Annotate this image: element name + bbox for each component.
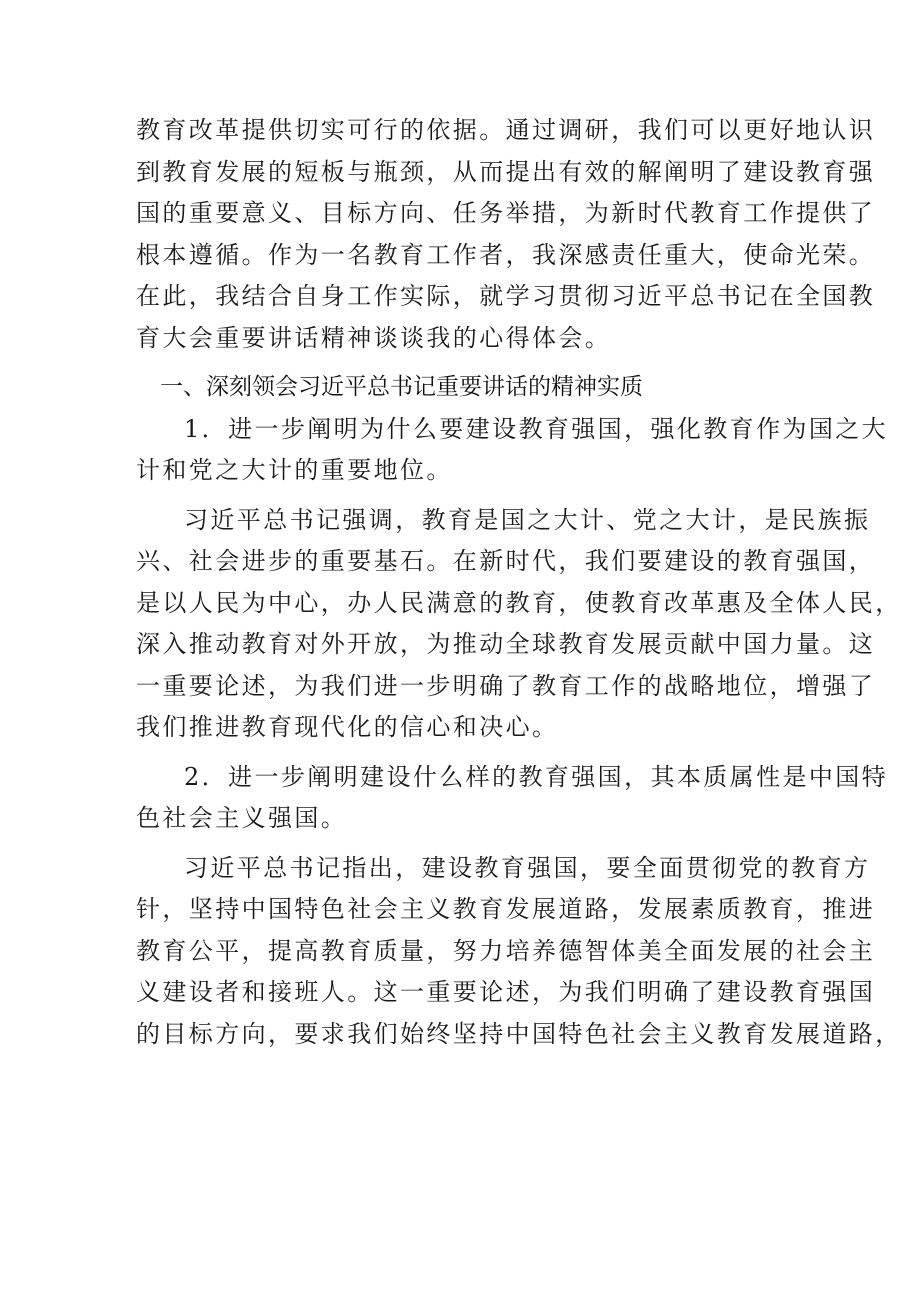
point-2-heading xyxy=(136,757,889,840)
paragraph-line: 一重要论述，为我们进一步明确了教育工作的战略地位，增强了 xyxy=(136,671,876,700)
document-body xyxy=(136,110,902,1055)
paragraph-line: 的目标方向，要求我们始终坚持中国特色社会主义教育发展道路， xyxy=(136,1019,902,1048)
paragraph-line: 义建设者和接班人。这一重要论述，为我们明确了建设教育强国 xyxy=(136,978,876,1006)
paragraph-line: 育大会重要讲话精神谈谈我的心得体会。 xyxy=(136,323,612,352)
paragraph-line: 针，坚持中国特色社会主义教育发展道路，发展素质教育，推进 xyxy=(136,895,876,923)
paragraph-line: 教育改革提供切实可行的依据。通过调研，我们可以更好地认识 xyxy=(136,116,876,144)
paragraph-line: 兴、社会进步的重要基石。在新时代，我们要建设的教育强国， xyxy=(136,547,876,575)
section-heading: 一、深刻领会习近平总书记重要讲话的精神实质 xyxy=(160,374,643,400)
paragraph-line: 根本遵循。作为一名教育工作者，我深感责任重大，使命光荣。 xyxy=(136,240,876,269)
paragraph-line: 到教育发展的短板与瓶颈，从而提出有效的解阐明了建设教育强 xyxy=(136,157,876,186)
paragraph-line: 习近平总书记强调，教育是国之大计、党之大计，是民族振 xyxy=(184,505,871,534)
paragraph-2 xyxy=(136,848,902,1056)
paragraph-line: 计和党之大计的重要地位。 xyxy=(136,456,453,484)
paragraph-line: 在此，我结合自身工作实际，就学习贯彻习近平总书记在全国教 xyxy=(136,282,876,310)
paragraph-1 xyxy=(136,500,902,749)
point-1-heading xyxy=(136,409,889,492)
paragraph-line: 是以人民为中心，办人民满意的教育，使教育改革惠及全体人民， xyxy=(136,588,902,617)
paragraph-line: 教育公平，提高教育质量，努力培养德智体美全面发展的社会主 xyxy=(136,936,876,965)
paragraph-line: 深入推动教育对外开放，为推动全球教育发展贡献中国力量。这 xyxy=(136,630,876,658)
paragraph-line: 色社会主义强国。 xyxy=(136,804,348,832)
paragraph-line: 2．进一步阐明建设什么样的教育强国，其本质属性是中国特 xyxy=(184,762,889,791)
paragraph-line: 1．进一步阐明为什么要建设教育强国，强化教育作为国之大 xyxy=(184,414,889,443)
paragraph-line: 习近平总书记指出，建设教育强国，要全面贯彻党的教育方 xyxy=(184,853,871,882)
paragraph-line: 我们推进教育现代化的信心和决心。 xyxy=(136,713,559,741)
paragraph-line: 国的重要意义、目标方向、任务举措，为新时代教育工作提供了 xyxy=(136,199,876,227)
intro-paragraph xyxy=(136,110,876,359)
